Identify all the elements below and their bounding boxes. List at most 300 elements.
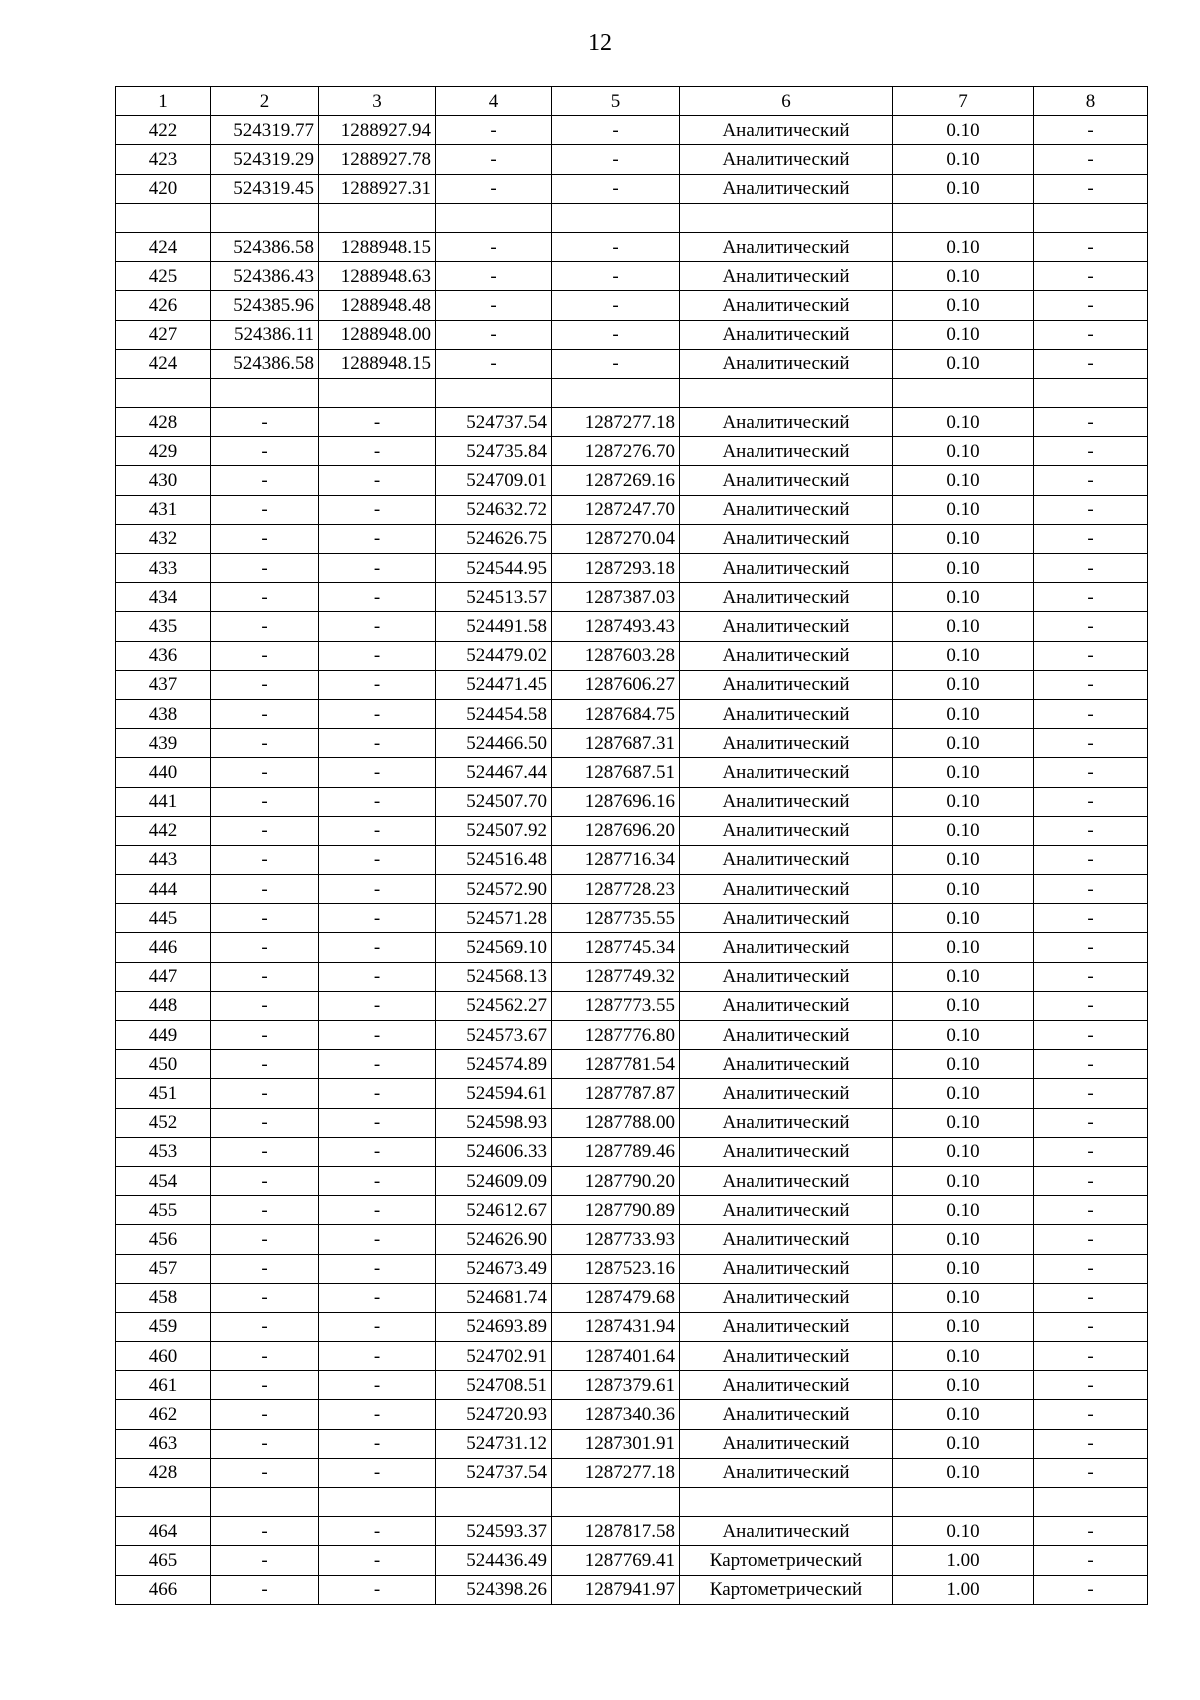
table-cell: 1287277.18 <box>552 1458 680 1487</box>
table-cell: - <box>319 1021 436 1050</box>
table-cell: - <box>319 1283 436 1312</box>
table-cell: 1287431.94 <box>552 1312 680 1341</box>
table-row <box>116 1517 1148 1546</box>
table-cell: 524491.58 <box>436 612 552 641</box>
table-cell: Аналитический <box>680 1050 893 1079</box>
table-row <box>116 1342 1148 1371</box>
table-cell: 0.10 <box>893 1429 1034 1458</box>
table-row <box>116 758 1148 787</box>
table-cell: 1287270.04 <box>552 524 680 553</box>
table-cell: - <box>1034 1196 1148 1225</box>
table-cell: 1.00 <box>893 1575 1034 1604</box>
table-cell: 524626.75 <box>436 524 552 553</box>
table-cell: Аналитический <box>680 641 893 670</box>
table-cell <box>893 203 1034 232</box>
table-cell: - <box>211 1517 319 1546</box>
table-cell: Аналитический <box>680 816 893 845</box>
table-cell: 0.10 <box>893 583 1034 612</box>
table-cell: - <box>1034 991 1148 1020</box>
table-cell: 524507.92 <box>436 816 552 845</box>
table-cell: 424 <box>116 232 211 261</box>
table-cell: - <box>1034 554 1148 583</box>
table-cell: - <box>211 437 319 466</box>
table-cell: 524594.61 <box>436 1079 552 1108</box>
table-cell: - <box>1034 174 1148 203</box>
table-cell: 458 <box>116 1283 211 1312</box>
table-cell: - <box>319 1429 436 1458</box>
table-cell: - <box>211 466 319 495</box>
table-cell: - <box>436 320 552 349</box>
table-cell <box>893 1488 1034 1517</box>
table-cell: 1287603.28 <box>552 641 680 670</box>
table-cell: - <box>436 291 552 320</box>
table-cell: Аналитический <box>680 612 893 641</box>
table-cell: 1287787.87 <box>552 1079 680 1108</box>
table-cell: - <box>211 1166 319 1195</box>
table-cell: Аналитический <box>680 349 893 378</box>
table-row <box>116 174 1148 203</box>
table-cell: - <box>1034 1517 1148 1546</box>
table-row <box>116 232 1148 261</box>
table-cell: - <box>436 349 552 378</box>
table-cell: Аналитический <box>680 291 893 320</box>
table-cell: 1287276.70 <box>552 437 680 466</box>
table-cell: 0.10 <box>893 1166 1034 1195</box>
table-cell: 1287817.58 <box>552 1517 680 1546</box>
table-cell: 443 <box>116 845 211 874</box>
table-cell: Аналитический <box>680 262 893 291</box>
table-cell: Аналитический <box>680 1137 893 1166</box>
table-row <box>116 466 1148 495</box>
table-cell: 457 <box>116 1254 211 1283</box>
table-cell: 524467.44 <box>436 758 552 787</box>
table-cell: 1287269.16 <box>552 466 680 495</box>
table-cell: 0.10 <box>893 1254 1034 1283</box>
table-cell <box>1034 378 1148 407</box>
table-cell: Аналитический <box>680 583 893 612</box>
table-cell: - <box>319 495 436 524</box>
table-row <box>116 1575 1148 1604</box>
table-cell: 0.10 <box>893 1283 1034 1312</box>
table-cell: 0.10 <box>893 670 1034 699</box>
separator-row <box>116 1488 1148 1517</box>
table-cell: - <box>1034 670 1148 699</box>
table-cell: - <box>211 962 319 991</box>
table-cell: 0.10 <box>893 758 1034 787</box>
table-cell: Аналитический <box>680 787 893 816</box>
table-cell: 0.10 <box>893 466 1034 495</box>
table-cell: 524708.51 <box>436 1371 552 1400</box>
table-cell: Аналитический <box>680 408 893 437</box>
table-cell: - <box>319 670 436 699</box>
table-cell: 524479.02 <box>436 641 552 670</box>
table-cell: Аналитический <box>680 495 893 524</box>
table-cell: - <box>1034 291 1148 320</box>
table-cell: 0.10 <box>893 262 1034 291</box>
table-header-row <box>116 87 1148 116</box>
table-cell: 524386.58 <box>211 349 319 378</box>
table-cell: 0.10 <box>893 699 1034 728</box>
table-cell: - <box>319 1575 436 1604</box>
table-cell: - <box>552 262 680 291</box>
table-cell: 1287776.80 <box>552 1021 680 1050</box>
table-cell: 524737.54 <box>436 1458 552 1487</box>
table-cell: - <box>211 612 319 641</box>
table-cell: - <box>211 524 319 553</box>
table-cell: - <box>1034 1079 1148 1108</box>
table-row <box>116 787 1148 816</box>
table-cell: - <box>319 1546 436 1575</box>
table-cell: Аналитический <box>680 116 893 145</box>
column-header: 1 <box>116 87 211 116</box>
table-cell: Аналитический <box>680 758 893 787</box>
table-cell: 1288948.15 <box>319 232 436 261</box>
table-cell: - <box>319 729 436 758</box>
table-cell: 0.10 <box>893 554 1034 583</box>
table-cell: - <box>1034 1108 1148 1137</box>
table-cell: - <box>211 1429 319 1458</box>
table-cell <box>552 203 680 232</box>
table-cell: - <box>211 1108 319 1137</box>
table-cell: Аналитический <box>680 1166 893 1195</box>
table-row <box>116 116 1148 145</box>
table-cell: - <box>1034 495 1148 524</box>
table-cell: 0.10 <box>893 1137 1034 1166</box>
table-cell: 464 <box>116 1517 211 1546</box>
table-cell: 0.10 <box>893 349 1034 378</box>
table-cell: 0.10 <box>893 612 1034 641</box>
table-cell: - <box>319 904 436 933</box>
table-cell: 524544.95 <box>436 554 552 583</box>
table-cell: 1287790.20 <box>552 1166 680 1195</box>
table-cell: - <box>552 145 680 174</box>
table-cell: 431 <box>116 495 211 524</box>
table-cell: - <box>211 1225 319 1254</box>
table-cell: - <box>1034 816 1148 845</box>
table-cell: - <box>1034 1137 1148 1166</box>
table-cell: - <box>1034 466 1148 495</box>
table-cell: Картометрический <box>680 1546 893 1575</box>
table-cell: Аналитический <box>680 1429 893 1458</box>
column-header: 7 <box>893 87 1034 116</box>
table-cell: 1288927.78 <box>319 145 436 174</box>
table-cell: - <box>552 174 680 203</box>
table-cell: 435 <box>116 612 211 641</box>
table-cell: 1287941.97 <box>552 1575 680 1604</box>
table-cell: 461 <box>116 1371 211 1400</box>
table-cell: 456 <box>116 1225 211 1254</box>
table-row <box>116 1225 1148 1254</box>
table-cell: - <box>1034 408 1148 437</box>
table-cell: Аналитический <box>680 875 893 904</box>
table-cell: - <box>211 1575 319 1604</box>
table-cell: 428 <box>116 1458 211 1487</box>
table-cell: 1287696.16 <box>552 787 680 816</box>
table-cell: 524612.67 <box>436 1196 552 1225</box>
column-header: 5 <box>552 87 680 116</box>
table-cell <box>319 378 436 407</box>
table-cell: 524386.11 <box>211 320 319 349</box>
table-cell: - <box>1034 1166 1148 1195</box>
table-cell: 1287788.00 <box>552 1108 680 1137</box>
table-row <box>116 612 1148 641</box>
table-cell: 1287493.43 <box>552 612 680 641</box>
table-cell: - <box>436 116 552 145</box>
coordinates-table <box>115 86 1148 1605</box>
table-cell: - <box>211 495 319 524</box>
table-cell: - <box>1034 1225 1148 1254</box>
table-cell: - <box>211 991 319 1020</box>
table-cell: - <box>211 729 319 758</box>
table-row <box>116 320 1148 349</box>
table-cell: - <box>1034 232 1148 261</box>
table-cell: - <box>319 437 436 466</box>
table-cell: - <box>1034 933 1148 962</box>
table-cell: 524573.67 <box>436 1021 552 1050</box>
table-cell: - <box>319 1254 436 1283</box>
table-cell: 524693.89 <box>436 1312 552 1341</box>
table-cell: 1287749.32 <box>552 962 680 991</box>
table-cell: 524673.49 <box>436 1254 552 1283</box>
table-cell: - <box>211 641 319 670</box>
table-cell: 0.10 <box>893 1050 1034 1079</box>
table-cell: - <box>319 612 436 641</box>
column-header: 4 <box>436 87 552 116</box>
table-cell: 438 <box>116 699 211 728</box>
table-cell: Аналитический <box>680 845 893 874</box>
table-row <box>116 875 1148 904</box>
table-cell: Аналитический <box>680 145 893 174</box>
table-cell: 0.10 <box>893 1517 1034 1546</box>
table-cell: Аналитический <box>680 1108 893 1137</box>
table-row <box>116 524 1148 553</box>
table-row <box>116 408 1148 437</box>
table-row <box>116 962 1148 991</box>
table-row <box>116 641 1148 670</box>
table-cell: - <box>1034 1546 1148 1575</box>
table-cell: - <box>1034 262 1148 291</box>
table-cell: - <box>1034 524 1148 553</box>
table-row <box>116 1108 1148 1137</box>
table-cell: - <box>319 1079 436 1108</box>
table-cell: 1288948.48 <box>319 291 436 320</box>
table-cell: - <box>1034 1283 1148 1312</box>
table-cell: 524319.45 <box>211 174 319 203</box>
table-cell: 451 <box>116 1079 211 1108</box>
table-cell: 450 <box>116 1050 211 1079</box>
table-cell: 1287687.31 <box>552 729 680 758</box>
table-cell: Аналитический <box>680 524 893 553</box>
table-cell: - <box>1034 349 1148 378</box>
table-cell: 462 <box>116 1400 211 1429</box>
table-cell: 423 <box>116 145 211 174</box>
table-cell: 1.00 <box>893 1546 1034 1575</box>
table-cell: 0.10 <box>893 641 1034 670</box>
table-cell: - <box>211 1079 319 1108</box>
table-cell: 420 <box>116 174 211 203</box>
table-cell: 1287479.68 <box>552 1283 680 1312</box>
table-cell: 1287301.91 <box>552 1429 680 1458</box>
table-cell: 1287340.36 <box>552 1400 680 1429</box>
table-cell: - <box>319 466 436 495</box>
table-cell: Аналитический <box>680 1400 893 1429</box>
table-cell: - <box>552 116 680 145</box>
table-cell: 0.10 <box>893 1400 1034 1429</box>
table-cell: - <box>211 554 319 583</box>
table-cell: Аналитический <box>680 1225 893 1254</box>
table-cell: 465 <box>116 1546 211 1575</box>
table-cell: 0.10 <box>893 729 1034 758</box>
table-cell: 449 <box>116 1021 211 1050</box>
table-cell: 524598.93 <box>436 1108 552 1137</box>
table-cell: - <box>319 1108 436 1137</box>
table-row <box>116 1429 1148 1458</box>
table-cell: 524731.12 <box>436 1429 552 1458</box>
table-cell: - <box>319 699 436 728</box>
table-cell: Аналитический <box>680 1079 893 1108</box>
table-cell: - <box>319 1137 436 1166</box>
table-cell: - <box>211 875 319 904</box>
table-cell: 439 <box>116 729 211 758</box>
table-cell: 524386.58 <box>211 232 319 261</box>
table-row <box>116 1050 1148 1079</box>
table-cell: 1287769.41 <box>552 1546 680 1575</box>
table-cell: - <box>319 875 436 904</box>
table-cell: - <box>319 787 436 816</box>
table-cell: - <box>1034 1050 1148 1079</box>
table-cell: 1287790.89 <box>552 1196 680 1225</box>
table-cell <box>436 203 552 232</box>
table-cell <box>319 203 436 232</box>
table-cell: 0.10 <box>893 495 1034 524</box>
table-cell: 1287728.23 <box>552 875 680 904</box>
table-cell: 1288948.63 <box>319 262 436 291</box>
table-cell: 524562.27 <box>436 991 552 1020</box>
table-cell: - <box>1034 904 1148 933</box>
table-cell: 0.10 <box>893 933 1034 962</box>
separator-row <box>116 378 1148 407</box>
table-row <box>116 729 1148 758</box>
table-cell: 524466.50 <box>436 729 552 758</box>
table-cell: 452 <box>116 1108 211 1137</box>
table-cell: - <box>1034 699 1148 728</box>
table-cell: Аналитический <box>680 174 893 203</box>
table-cell: 459 <box>116 1312 211 1341</box>
table-cell: - <box>1034 875 1148 904</box>
table-row <box>116 845 1148 874</box>
table-cell: Аналитический <box>680 1312 893 1341</box>
table-cell: 1287277.18 <box>552 408 680 437</box>
table-cell: 1287684.75 <box>552 699 680 728</box>
table-cell: 1287247.70 <box>552 495 680 524</box>
table-cell: 524593.37 <box>436 1517 552 1546</box>
table-cell: - <box>211 1342 319 1371</box>
table-cell: 454 <box>116 1166 211 1195</box>
table-cell: 430 <box>116 466 211 495</box>
table-row <box>116 1312 1148 1341</box>
table-cell <box>211 1488 319 1517</box>
table-cell: 0.10 <box>893 904 1034 933</box>
table-cell: 0.10 <box>893 524 1034 553</box>
table-cell: - <box>211 1021 319 1050</box>
table-cell: Аналитический <box>680 1254 893 1283</box>
table-cell: 1287687.51 <box>552 758 680 787</box>
table-cell: - <box>436 262 552 291</box>
table-cell: 524626.90 <box>436 1225 552 1254</box>
table-cell: 524735.84 <box>436 437 552 466</box>
table-cell: - <box>319 1225 436 1254</box>
table-cell: - <box>1034 641 1148 670</box>
table-cell <box>680 1488 893 1517</box>
table-cell: - <box>319 1050 436 1079</box>
table-cell: 1287733.93 <box>552 1225 680 1254</box>
table-cell: - <box>211 933 319 962</box>
table-cell: 0.10 <box>893 232 1034 261</box>
table-cell: 524606.33 <box>436 1137 552 1166</box>
table-cell: - <box>319 524 436 553</box>
table-cell: - <box>1034 437 1148 466</box>
table-cell: 524471.45 <box>436 670 552 699</box>
table-cell: 524569.10 <box>436 933 552 962</box>
table-cell: 447 <box>116 962 211 991</box>
table-cell: 524571.28 <box>436 904 552 933</box>
table-cell: - <box>1034 116 1148 145</box>
table-cell: - <box>211 904 319 933</box>
table-cell: 524574.89 <box>436 1050 552 1079</box>
table-cell: 0.10 <box>893 291 1034 320</box>
table-cell: - <box>319 1458 436 1487</box>
table-cell: - <box>1034 787 1148 816</box>
table-cell: 1288948.15 <box>319 349 436 378</box>
table-row <box>116 145 1148 174</box>
table-cell: - <box>211 1371 319 1400</box>
table-cell: - <box>1034 583 1148 612</box>
table-cell: 524454.58 <box>436 699 552 728</box>
table-cell: - <box>319 1196 436 1225</box>
table-row <box>116 816 1148 845</box>
table-cell: Аналитический <box>680 554 893 583</box>
table-cell: - <box>436 174 552 203</box>
table-cell: - <box>1034 1429 1148 1458</box>
table-row <box>116 495 1148 524</box>
table-cell: Аналитический <box>680 729 893 758</box>
table-cell: - <box>552 232 680 261</box>
table-cell: 466 <box>116 1575 211 1604</box>
table-row <box>116 670 1148 699</box>
table-row <box>116 437 1148 466</box>
table-cell: 1287745.34 <box>552 933 680 962</box>
table-cell: 441 <box>116 787 211 816</box>
table-cell: 1287735.55 <box>552 904 680 933</box>
table-row <box>116 1021 1148 1050</box>
table-cell: 448 <box>116 991 211 1020</box>
table-cell: 524398.26 <box>436 1575 552 1604</box>
table-cell <box>211 378 319 407</box>
table-cell: - <box>319 583 436 612</box>
table-cell <box>552 1488 680 1517</box>
table-cell: - <box>211 816 319 845</box>
table-cell: 444 <box>116 875 211 904</box>
table-cell: Аналитический <box>680 1458 893 1487</box>
table-cell: - <box>211 1254 319 1283</box>
table-cell: - <box>1034 145 1148 174</box>
column-header: 3 <box>319 87 436 116</box>
table-cell: - <box>1034 1342 1148 1371</box>
table-cell: - <box>319 962 436 991</box>
table-cell: 524516.48 <box>436 845 552 874</box>
table-cell: 0.10 <box>893 320 1034 349</box>
table-cell: Аналитический <box>680 1196 893 1225</box>
